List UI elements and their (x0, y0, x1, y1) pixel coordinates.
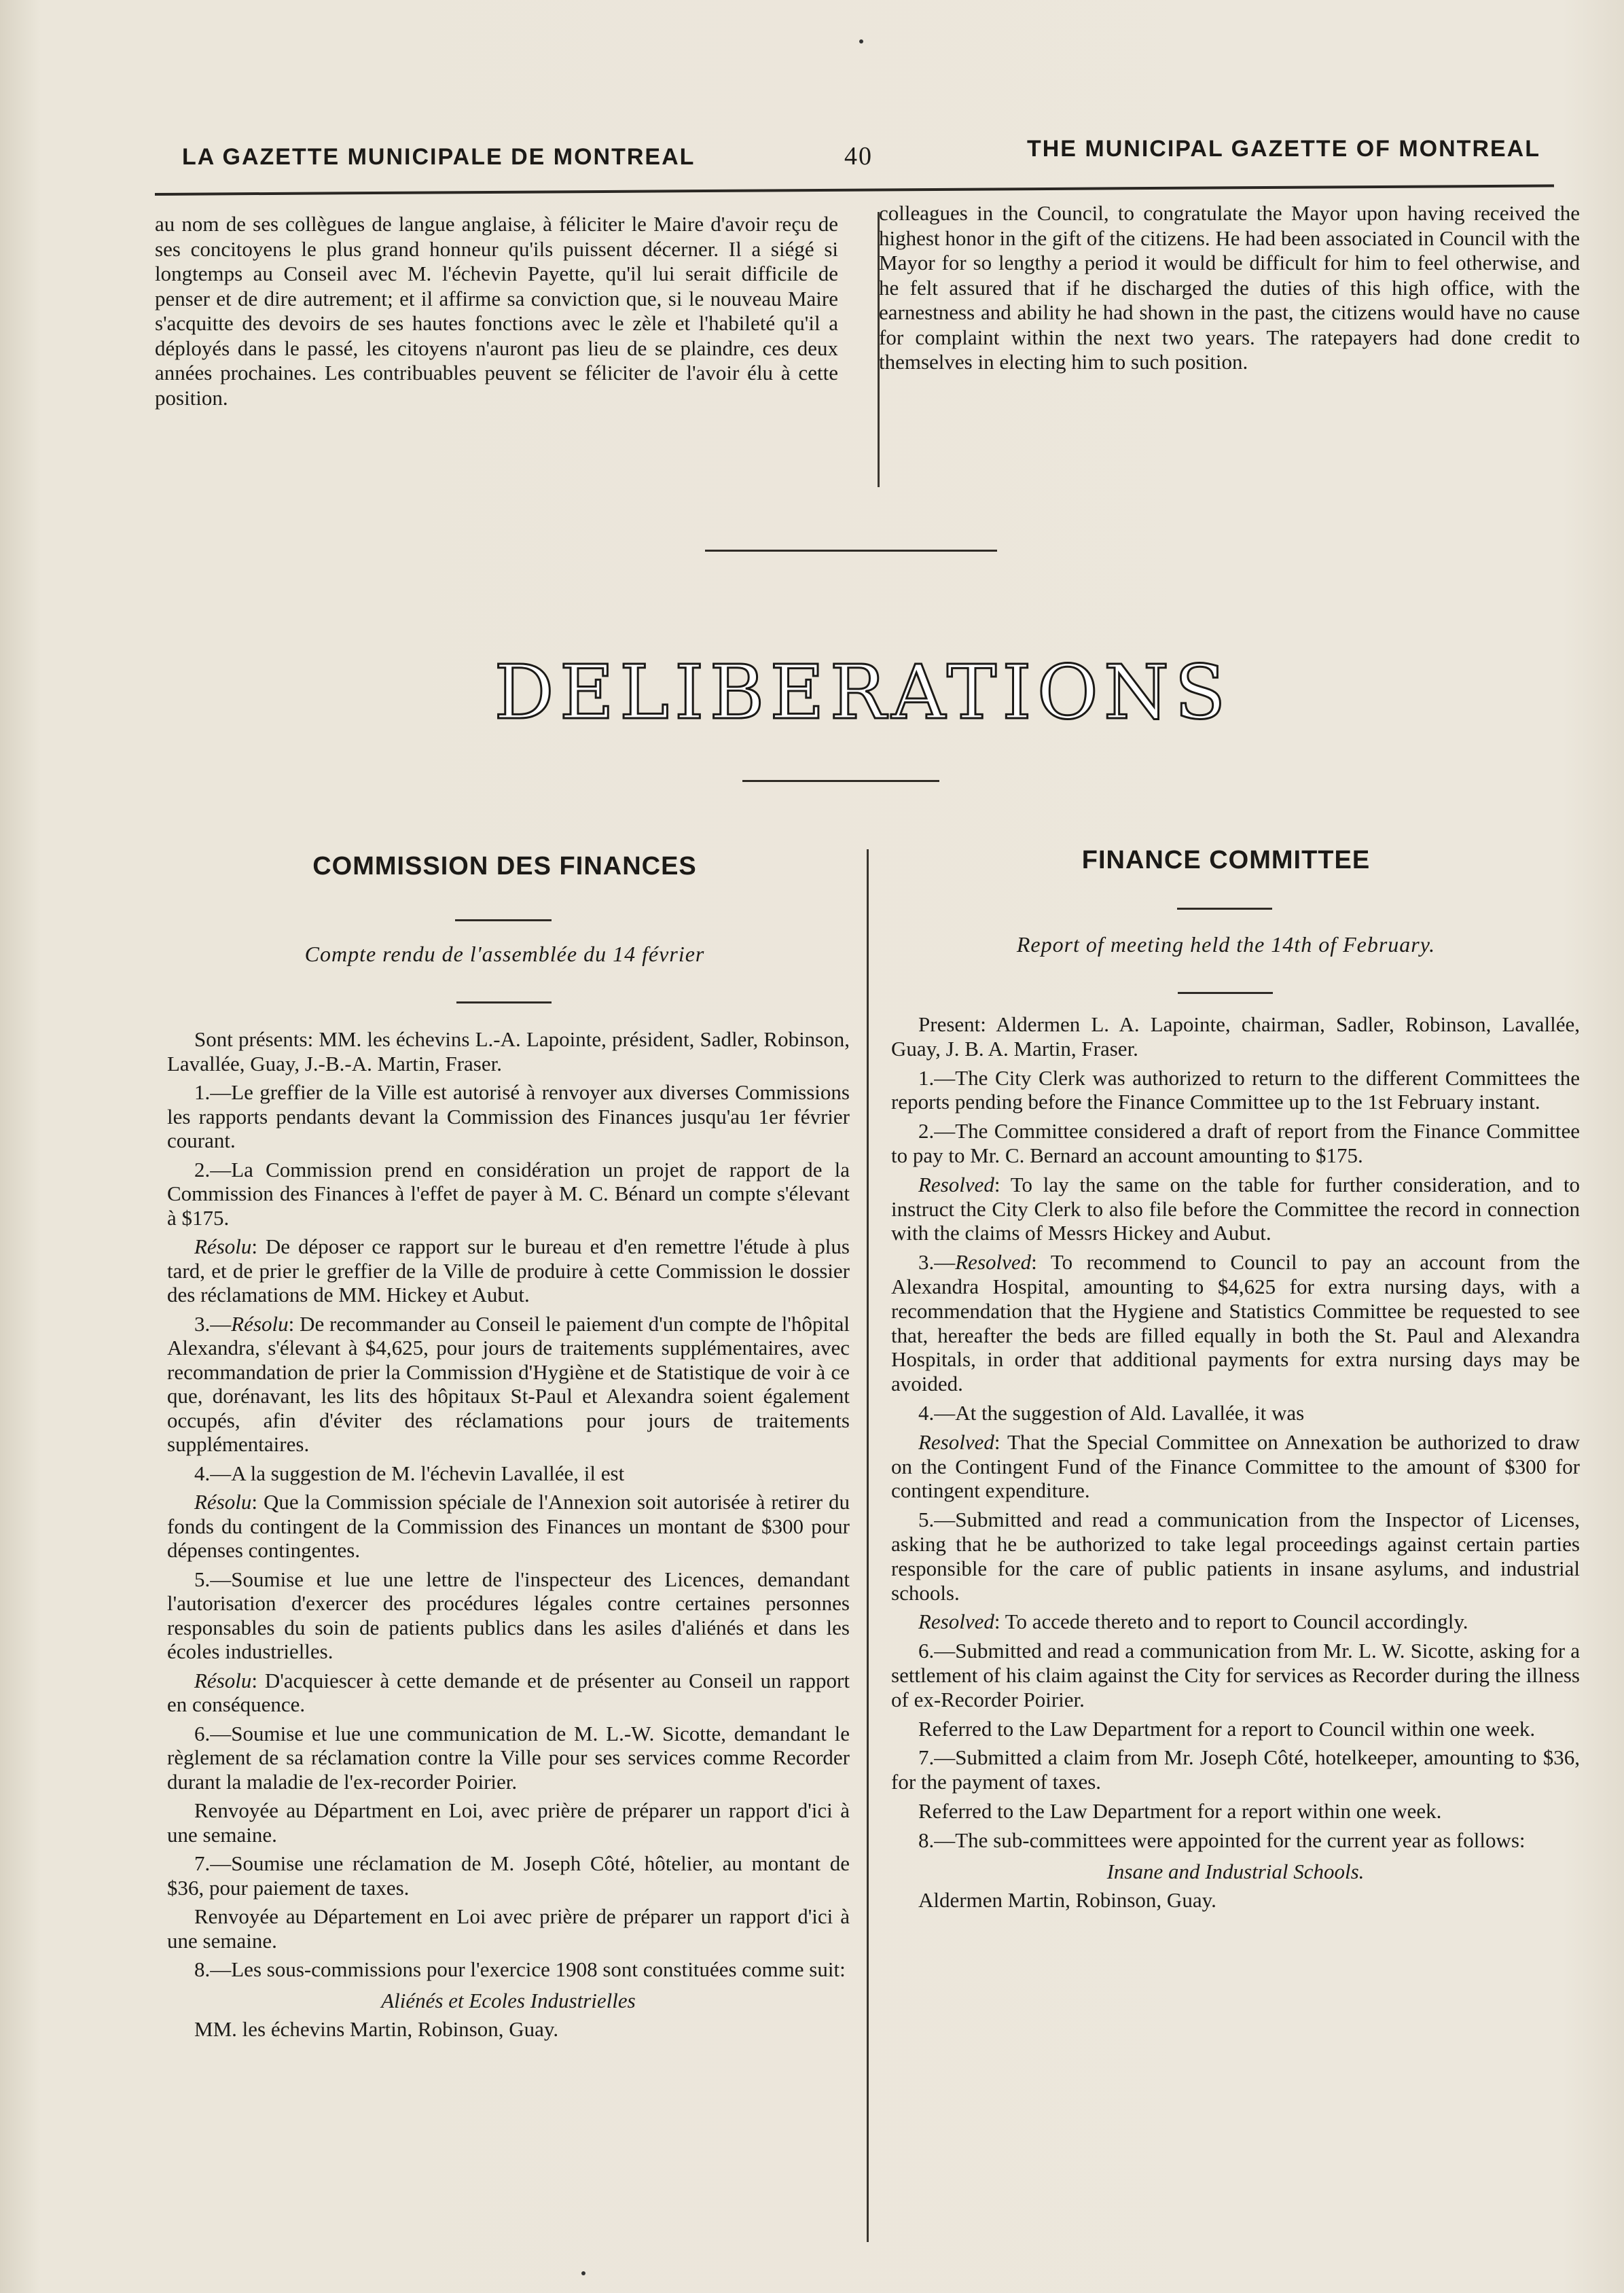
left-item-3-label: Résolu (231, 1311, 289, 1336)
left-resolved-label: Résolu (194, 1234, 252, 1258)
header-french-title: LA GAZETTE MUNICIPALE DE MONTREAL (182, 144, 696, 170)
right-item-4-text: : That the Special Committee on Annexation be authorized to draw on the Contingent Fund of the Finance Committee to the amount of $300 for contingent expenditure. (891, 1429, 1580, 1503)
right-item-6-referral: Referred to the Law Department for a report to Council within one week. (918, 1716, 1536, 1741)
right-item-3 (891, 1250, 1580, 1396)
right-item-7-referral: Referred to the Law Department for a report within one week. (918, 1798, 1442, 1823)
right-item-2: 2.—The Committee considered a draft of report from the Finance Committee to pay to Mr. C. Bernard an account amounting to $175. (891, 1119, 1580, 1167)
header-rule (155, 184, 1554, 196)
right-item-5: 5.—Submitted and read a communication from the Inspector of Licenses, asking that he be authorized to take legal proceedings against certain parties responsible for the care of public patients in insane asylums, and industrial schools. (891, 1508, 1580, 1605)
print-speck-bottom (581, 2271, 585, 2275)
left-heading-rule (455, 919, 552, 921)
right-item-5-resolution (891, 1610, 1580, 1634)
right-resolved-label: Resolved (918, 1172, 994, 1196)
left-item-4: 4.—A la suggestion de M. l'échevin Lavallée, il est (194, 1461, 625, 1485)
right-heading-rule (1177, 908, 1272, 910)
right-item-5-label: Resolved (918, 1610, 994, 1634)
left-section-heading: COMMISSION DES FINANCES (312, 852, 697, 881)
left-minutes-column (167, 1027, 850, 2046)
left-item-6: 6.—Soumise et lue une communication de M. L.-W. Sicotte, demandant le règlement de sa réclamation contre la Ville pour ses services comme Recorder durant la maladie de l'ex-recorder Poirier. (167, 1721, 850, 1794)
page-title: DELIBERATIONS (494, 649, 1231, 736)
right-item-4-label: Resolved (918, 1429, 994, 1454)
left-item-5-resolution (167, 1669, 850, 1717)
running-header (155, 136, 1540, 177)
left-present: Sont présents: MM. les échevins L.-A. Lapointe, président, Sadler, Robinson, Lavallée, Guay, J.-B.-A. Martin, Fraser. (167, 1027, 850, 1076)
right-item-3-number: 3.— (918, 1250, 956, 1275)
left-subtitle-rule (456, 1001, 552, 1003)
left-item-1: 1.—Le greffier de la Ville est autorisé à renvoyer aux diverses Commissions les rapports pendants devant la Commission des Finances jusqu'au 1er février courant. (167, 1080, 850, 1152)
separator-rule-top (705, 550, 997, 552)
right-subcommittee-members: Aldermen Martin, Robinson, Guay. (918, 1888, 1216, 1913)
left-item-7-referral: Renvoyée au Département en Loi avec prière de préparer un rapport d'ici à une semaine. (167, 1904, 850, 1953)
left-item-4-label: Résolu (194, 1490, 252, 1514)
left-item-3-text: : De recommander au Conseil le paiement d'un compte de l'hôpital Alexandra, s'élevant à $4,625, pour jours de traitements supplémentaires, avec recommandation de prier la Commission d'Hygiène et de Statistique de voir à ce que, dorénavant, les lits des hôpitaux St-Paul et Alexandra soient également occupés, afin d'éviter des réclamations pour jours de traitements supplémentaires. (167, 1311, 850, 1456)
right-item-8: 8.—The sub-committees were appointed for the current year as follows: (918, 1828, 1526, 1852)
right-subtitle-rule (1178, 992, 1273, 994)
left-item-7: 7.—Soumise une réclamation de M. Joseph Côté, hôtelier, au montant de $36, pour paiement de taxes. (167, 1851, 850, 1900)
right-resolved-text: : To lay the same on the table for further consideration, and to instruct the City Clerk to also file before the Committee the record in connection with the claims of Messrs Hickey and Aubut. (891, 1172, 1580, 1245)
left-item-2-resolution (167, 1234, 850, 1307)
page-number: 40 (844, 142, 873, 171)
right-item-7: 7.—Submitted a claim from Mr. Joseph Côté, hotelkeeper, amounting to $36, for the payment of taxes. (891, 1745, 1580, 1794)
print-speck (859, 39, 863, 43)
left-subcommittee-title: Aliénés et Ecoles Industrielles (381, 1988, 636, 2012)
top-left-text: au nom de ses collègues de langue anglaise, à féliciter le Maire d'avoir reçu de ses concitoyens le plus grand honneur qu'ils puissent décerner. Il a siégé si longtemps au Conseil avec M. l'échevin Payette, qu'il lui serait difficile de penser et de dire autrement; et il affirme sa conviction que, si le nouveau Maire s'acquitte des devoirs de ses hautes fonctions avec le zèle et l'habileté qu'il a déployés dans le passé, les citoyens n'auront pas lieu de se plaindre, ces deux années prochaines. Les contribuables peuvent se féliciter de l'avoir élu à cette position. (155, 212, 838, 410)
top-left-column (155, 212, 838, 415)
right-present: Present: Aldermen L. A. Lapointe, chairman, Sadler, Robinson, Lavallée, Guay, J. B. A. Martin, Fraser. (891, 1012, 1580, 1061)
left-item-4-text: : Que la Commission spéciale de l'Annexion soit autorisée à retirer du fonds du contingent de la Commission des Finances un montant de $300 pour dépenses contingentes. (167, 1490, 850, 1562)
right-section-heading: FINANCE COMMITTEE (1081, 846, 1371, 874)
right-minutes-column (891, 1012, 1580, 1917)
left-item-5-label: Résolu (194, 1668, 252, 1692)
right-item-4-resolution (891, 1430, 1580, 1503)
right-item-2-resolution (891, 1173, 1580, 1245)
right-item-3-label: Resolved (955, 1250, 1032, 1275)
left-subtitle: Compte rendu de l'assemblée du 14 février (304, 942, 705, 966)
left-item-3-number: 3.— (194, 1311, 232, 1336)
left-resolved-text: : De déposer ce rapport sur le bureau et d'en remettre l'étude à plus tard, et de prier le greffier de la Ville de produire à cette Commission le dossier des réclamations de MM. Hickey et Aubut. (167, 1234, 850, 1307)
left-item-5: 5.—Soumise et lue une lettre de l'inspecteur des Licences, demandant l'autorisation d'exercer des procédures légales contre certaines personnes responsables du soin de patients publics dans les asiles d'aliénés et dans les écoles industrielles. (167, 1567, 850, 1663)
right-item-5-text: : To accede thereto and to report to Council accordingly. (994, 1610, 1468, 1634)
right-item-1: 1.—The City Clerk was authorized to return to the different Committees the reports pending before the Finance Committee up to the 1st February instant. (891, 1065, 1580, 1114)
left-item-4-resolution (167, 1490, 850, 1563)
left-item-2: 2.—La Commission prend en considération un projet de rapport de la Commission des Finances à l'effet de payer à M. C. Bénard un compte s'élevant à $175. (167, 1157, 850, 1230)
header-english-title: THE MUNICIPAL GAZETTE OF MONTREAL (1026, 136, 1540, 162)
right-item-4: 4.—At the suggestion of Ald. Lavallée, it was (918, 1400, 1305, 1425)
left-item-6-referral: Renvoyée au Départment en Loi, avec prière de préparer un rapport d'ici à une semaine. (167, 1798, 850, 1847)
right-item-6: 6.—Submitted and read a communication from Mr. L. W. Sicotte, asking for a settlement of his claim against the City for services as Recorder during the illness of ex-Recorder Poirier. (891, 1639, 1580, 1711)
top-right-column (879, 201, 1580, 380)
top-right-text: colleagues in the Council, to congratulate the Mayor upon having received the highest honor in the gift of the citizens. He had been associated in Council with the Mayor for so lengthy a period it would be difficult for him to feel otherwise, and he felt assured that if he discharged the duties of this high office, with the earnestness and ability he had shown in the past, the citizens would have no cause for complaint within the next two years. The ratepayers had done credit to themselves in electing him to such position. (879, 201, 1580, 374)
right-subtitle: Report of meeting held the 14th of February. (1016, 932, 1436, 957)
left-item-3 (167, 1312, 850, 1457)
right-item-3-text: : To recommend to Council to pay an account from the Alexandra Hospital, amounting to $4,625 for extra nursing days, with a recommendation that the Hygiene and Statistics Committee be requested to see that, hereafter the beds are filled equally in both the St. Paul and Alexandra Hospitals, in order that additional payments for extra nursing days may be avoided. (891, 1250, 1580, 1396)
left-item-8: 8.—Les sous-commissions pour l'exercice 1908 sont constituées comme suit: (194, 1957, 846, 1981)
main-column-divider (867, 849, 869, 2242)
left-subcommittee-members: MM. les échevins Martin, Robinson, Guay. (194, 2017, 559, 2041)
left-item-5-text: : D'acquiescer à cette demande et de présenter au Conseil un rapport en conséquence. (167, 1668, 850, 1716)
right-subcommittee-title: Insane and Industrial Schools. (1106, 1859, 1365, 1883)
separator-rule-bottom (742, 780, 939, 782)
